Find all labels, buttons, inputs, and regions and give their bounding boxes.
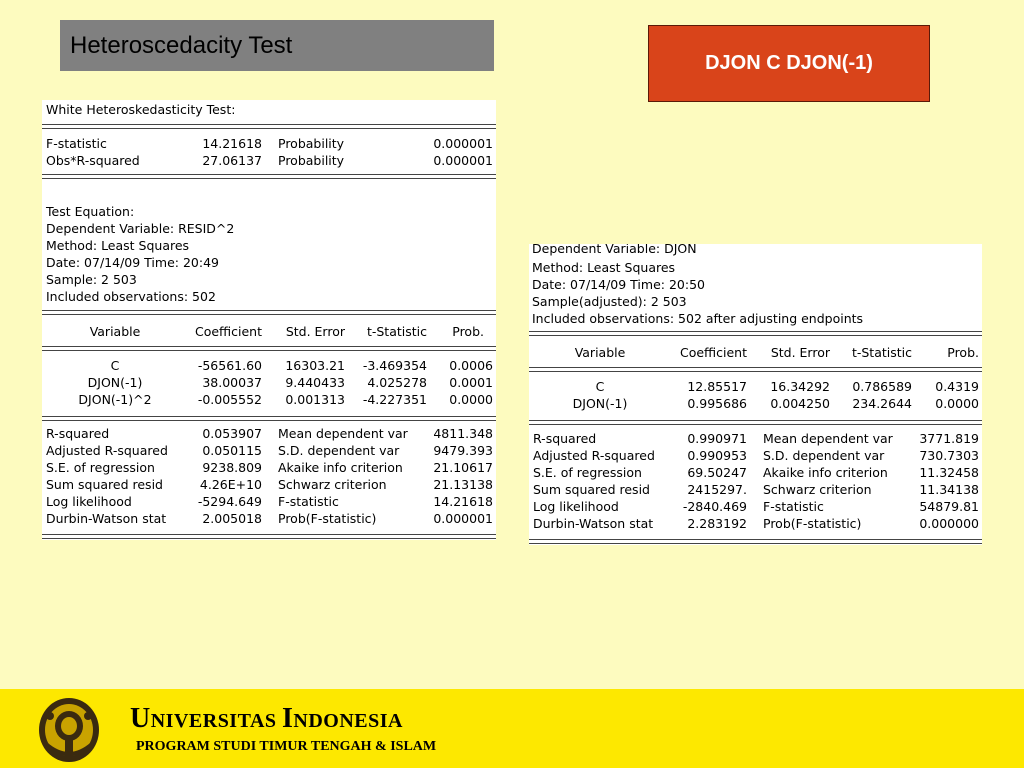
info-text: Included observations: 502 after adjusting endpoints (532, 311, 864, 326)
info-line (42, 237, 496, 254)
cell: 12.85517 (687, 379, 747, 394)
stat-label: Obs*R-squared (46, 153, 140, 168)
cell: 0.004250 (770, 396, 830, 411)
cell: 0.786589 (852, 379, 912, 394)
cell: -3.469354 (362, 358, 427, 373)
divider (42, 534, 496, 539)
cell: DJON(-1) (572, 396, 628, 411)
col-header: Coefficient (679, 345, 747, 360)
summary-row (529, 498, 982, 515)
summary-label: Adjusted R-squared (533, 448, 655, 463)
table-row (529, 395, 982, 412)
summary-label: Log likelihood (46, 494, 132, 509)
table-row (529, 378, 982, 395)
summary-label: S.E. of regression (46, 460, 155, 475)
cell: 9.440433 (285, 375, 345, 390)
white-test-output (42, 100, 496, 540)
summary-label: Schwarz criterion (763, 482, 872, 497)
divider (42, 310, 496, 315)
summary-value: 54879.81 (919, 499, 979, 514)
summary-value: 2.283192 (687, 516, 747, 531)
summary-row (529, 515, 982, 532)
uni-cap: I (282, 703, 294, 734)
white-stat-row (42, 152, 496, 169)
summary-label: Log likelihood (533, 499, 619, 514)
col-header: t-Statistic (851, 345, 912, 360)
summary-label: Mean dependent var (763, 431, 893, 446)
info-line (42, 220, 496, 237)
summary-row (42, 493, 496, 510)
summary-value: 730.7303 (919, 448, 979, 463)
col-header: t-Statistic (366, 324, 427, 339)
divider (42, 416, 496, 421)
summary-row (529, 464, 982, 481)
info-line (42, 271, 496, 288)
divider (42, 346, 496, 351)
col-header: Std. Error (770, 345, 830, 360)
summary-value: 69.50247 (687, 465, 747, 480)
uni-rest: NDONESIA (293, 710, 403, 732)
stat-prob-label: Probability (278, 136, 345, 151)
summary-label: Durbin-Watson stat (533, 516, 654, 531)
cell: 0.995686 (687, 396, 747, 411)
summary-value: 14.21618 (433, 494, 493, 509)
summary-label: R-squared (533, 431, 597, 446)
info-text: Sample(adjusted): 2 503 (532, 294, 687, 309)
slide-title-box (60, 20, 494, 71)
summary-value: 3771.819 (919, 431, 979, 446)
summary-label: Akaike info criterion (763, 465, 888, 480)
info-line (42, 203, 496, 220)
stat-prob-label: Probability (278, 153, 345, 168)
cell: DJON(-1) (87, 375, 143, 390)
slide-title: Heteroscedacity Test (70, 32, 293, 59)
model-label-box (648, 25, 930, 102)
summary-label: Akaike info criterion (278, 460, 403, 475)
divider (529, 539, 982, 544)
cell: 0.001313 (285, 392, 345, 407)
summary-value: 0.990971 (687, 431, 747, 446)
summary-value: 0.000000 (919, 516, 979, 531)
cell: 0.0000 (935, 396, 979, 411)
cell: 234.2644 (852, 396, 912, 411)
summary-value: 21.13138 (433, 477, 493, 492)
summary-value: 0.050115 (202, 443, 262, 458)
cell: 0.0006 (449, 358, 493, 373)
col-header: Coefficient (194, 324, 262, 339)
uni-cap: U (130, 703, 151, 734)
divider (529, 420, 982, 425)
summary-value: 0.000001 (433, 511, 493, 526)
summary-value: 4.26E+10 (199, 477, 262, 492)
cell: -4.227351 (362, 392, 427, 407)
divider (42, 174, 496, 179)
info-text: Sample: 2 503 (46, 272, 137, 287)
info-text: Included observations: 502 (46, 289, 216, 304)
summary-label: Sum squared resid (46, 477, 163, 492)
cell: -0.005552 (197, 392, 262, 407)
summary-label: S.E. of regression (533, 465, 642, 480)
info-line (529, 293, 982, 310)
cell: 38.00037 (202, 375, 262, 390)
summary-label: F-statistic (278, 494, 339, 509)
stat-prob: 0.000001 (433, 153, 493, 168)
summary-value: -5294.649 (197, 494, 262, 509)
info-text: Method: Least Squares (46, 238, 190, 253)
summary-value: 0.053907 (202, 426, 262, 441)
makara-seal-icon (36, 694, 102, 764)
cell: C (110, 358, 120, 373)
summary-label: S.D. dependent var (763, 448, 885, 463)
summary-label: Prob(F-statistic) (763, 516, 862, 531)
regression-output (529, 244, 982, 545)
info-line (529, 310, 982, 327)
table-row (42, 374, 496, 391)
summary-label: Adjusted R-squared (46, 443, 168, 458)
stat-value: 14.21618 (202, 136, 262, 151)
summary-label: Mean dependent var (278, 426, 408, 441)
cell: 16303.21 (285, 358, 345, 373)
stat-value: 27.06137 (202, 153, 262, 168)
summary-label: Durbin-Watson stat (46, 511, 167, 526)
summary-label: Prob(F-statistic) (278, 511, 377, 526)
summary-row (529, 481, 982, 498)
model-label: DJON C DJON(-1) (705, 52, 873, 74)
col-header: Std. Error (285, 324, 345, 339)
summary-row (42, 442, 496, 459)
summary-label: Schwarz criterion (278, 477, 387, 492)
summary-value: 11.32458 (919, 465, 979, 480)
cell: 0.4319 (935, 379, 979, 394)
program-name: PROGRAM STUDI TIMUR TENGAH & ISLAM (136, 739, 437, 754)
stat-prob: 0.000001 (433, 136, 493, 151)
col-header: Prob. (947, 345, 979, 360)
info-text: Date: 07/14/09 Time: 20:49 (46, 255, 219, 270)
summary-row (529, 447, 982, 464)
cell: 16.34292 (770, 379, 830, 394)
cell: DJON(-1)^2 (78, 392, 152, 407)
cell: 0.0001 (449, 375, 493, 390)
summary-label: S.D. dependent var (278, 443, 400, 458)
white-test-header (42, 101, 496, 118)
white-test-header-text: White Heteroskedasticity Test: (46, 102, 236, 117)
summary-value: 11.34138 (919, 482, 979, 497)
info-line (42, 288, 496, 305)
info-text: Date: 07/14/09 Time: 20:50 (532, 277, 705, 292)
info-text: Method: Least Squares (532, 260, 676, 275)
cell: C (595, 379, 605, 394)
summary-label: R-squared (46, 426, 110, 441)
table-row (42, 391, 496, 408)
col-header: Variable (574, 345, 626, 360)
table-header-row (529, 344, 982, 361)
summary-row (529, 430, 982, 447)
summary-row (42, 459, 496, 476)
summary-value: 2.005018 (202, 511, 262, 526)
divider (42, 124, 496, 129)
info-line (529, 276, 982, 293)
col-header: Variable (89, 324, 141, 339)
divider (529, 331, 982, 336)
stat-label: F-statistic (46, 136, 107, 151)
summary-value: 21.10617 (433, 460, 493, 475)
info-text: Test Equation: (46, 204, 135, 219)
cell: -56561.60 (197, 358, 262, 373)
info-text: Dependent Variable: RESID^2 (46, 221, 235, 236)
uni-rest: NIVERSITAS (150, 710, 277, 732)
col-header: Prob. (452, 324, 484, 339)
table-row (42, 357, 496, 374)
summary-row (42, 476, 496, 493)
summary-label: Sum squared resid (533, 482, 650, 497)
summary-row (42, 510, 496, 527)
info-text: Dependent Variable: DJON (532, 244, 697, 256)
summary-value: 2415297. (687, 482, 747, 497)
cell: 0.0000 (449, 392, 493, 407)
info-line (529, 244, 982, 257)
info-line (529, 259, 982, 276)
summary-label: F-statistic (763, 499, 824, 514)
cell: 4.025278 (367, 375, 427, 390)
table-header-row (42, 323, 496, 340)
summary-value: 0.990953 (687, 448, 747, 463)
white-stat-row (42, 135, 496, 152)
summary-value: 9479.393 (433, 443, 493, 458)
summary-value: 9238.809 (202, 460, 262, 475)
university-name (130, 703, 403, 735)
summary-row (42, 425, 496, 442)
summary-value: -2840.469 (682, 499, 747, 514)
info-line (42, 254, 496, 271)
divider (529, 367, 982, 372)
summary-value: 4811.348 (433, 426, 493, 441)
